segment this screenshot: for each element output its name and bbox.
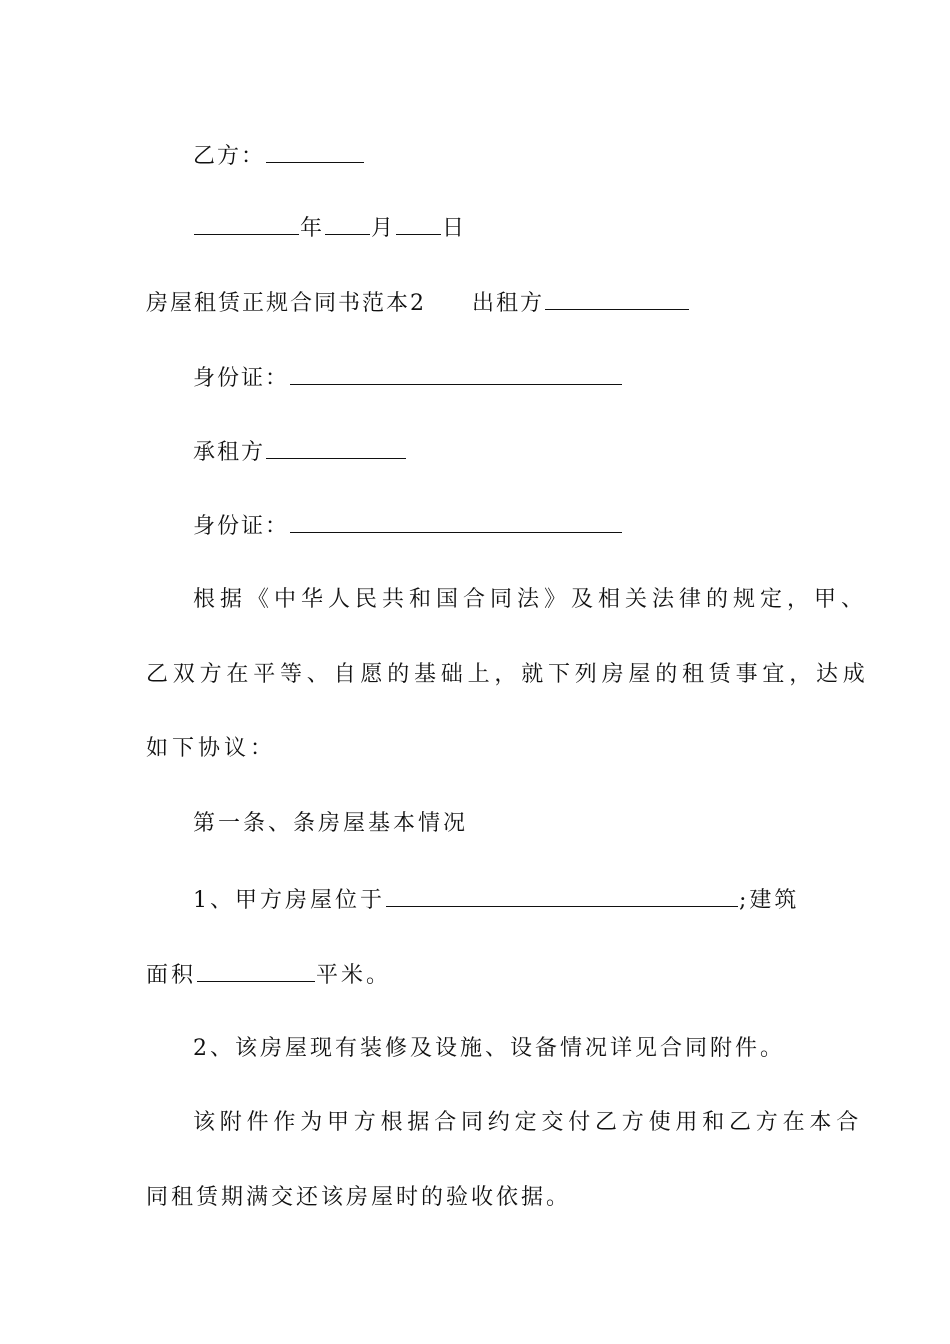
area-blank — [197, 959, 315, 982]
id-blank-1 — [290, 362, 622, 385]
party-b-line — [193, 140, 365, 172]
lessee-label: 承租方 — [193, 440, 266, 465]
lessee-line — [193, 436, 407, 468]
month-blank — [325, 212, 370, 235]
day-label: 日 — [442, 216, 467, 241]
article1-heading: 第一条、条房屋基本情况 — [193, 811, 469, 836]
item1-prefix: 1、甲方房屋位于 — [193, 888, 385, 913]
area-label: 面积 — [146, 963, 197, 988]
lessor-blank — [545, 287, 689, 310]
year-blank — [194, 212, 299, 235]
id-line-1 — [193, 362, 623, 394]
id-label-1: 身份证： — [193, 366, 290, 391]
item1-suffix: ;建筑 — [739, 888, 800, 913]
party-b-label: 乙方： — [193, 144, 266, 169]
title-line — [146, 287, 690, 319]
location-blank — [386, 884, 738, 907]
para2-line1: 该附件作为甲方根据合同约定交付乙方使用和乙方在本合 — [193, 1110, 864, 1135]
para2-line2: 同租赁期满交还该房屋时的验收依据。 — [146, 1185, 572, 1210]
year-label: 年 — [300, 216, 325, 241]
party-b-blank — [266, 140, 364, 163]
para1-line3: 如下协议： — [146, 736, 277, 761]
item1-cont-line — [146, 959, 391, 991]
id-blank-2 — [290, 510, 622, 533]
date-line — [193, 212, 466, 244]
para1-line1: 根据《中华人民共和国合同法》及相关法律的规定，甲、 — [193, 587, 869, 612]
id-label-2: 身份证： — [193, 514, 290, 539]
lessee-blank — [266, 436, 406, 459]
document-title: 房屋租赁正规合同书范本2 — [146, 291, 426, 316]
id-line-2 — [193, 510, 623, 542]
area-unit: 平米。 — [316, 963, 392, 988]
month-label: 月 — [371, 216, 396, 241]
item1-line — [193, 884, 799, 916]
item2-line: 2、该房屋现有装修及设施、设备情况详见合同附件。 — [193, 1036, 785, 1061]
day-blank — [396, 212, 441, 235]
para1-line2: 乙双方在平等、自愿的基础上，就下列房屋的租赁事宜，达成 — [146, 662, 870, 687]
lessor-label: 出租方 — [472, 291, 545, 316]
